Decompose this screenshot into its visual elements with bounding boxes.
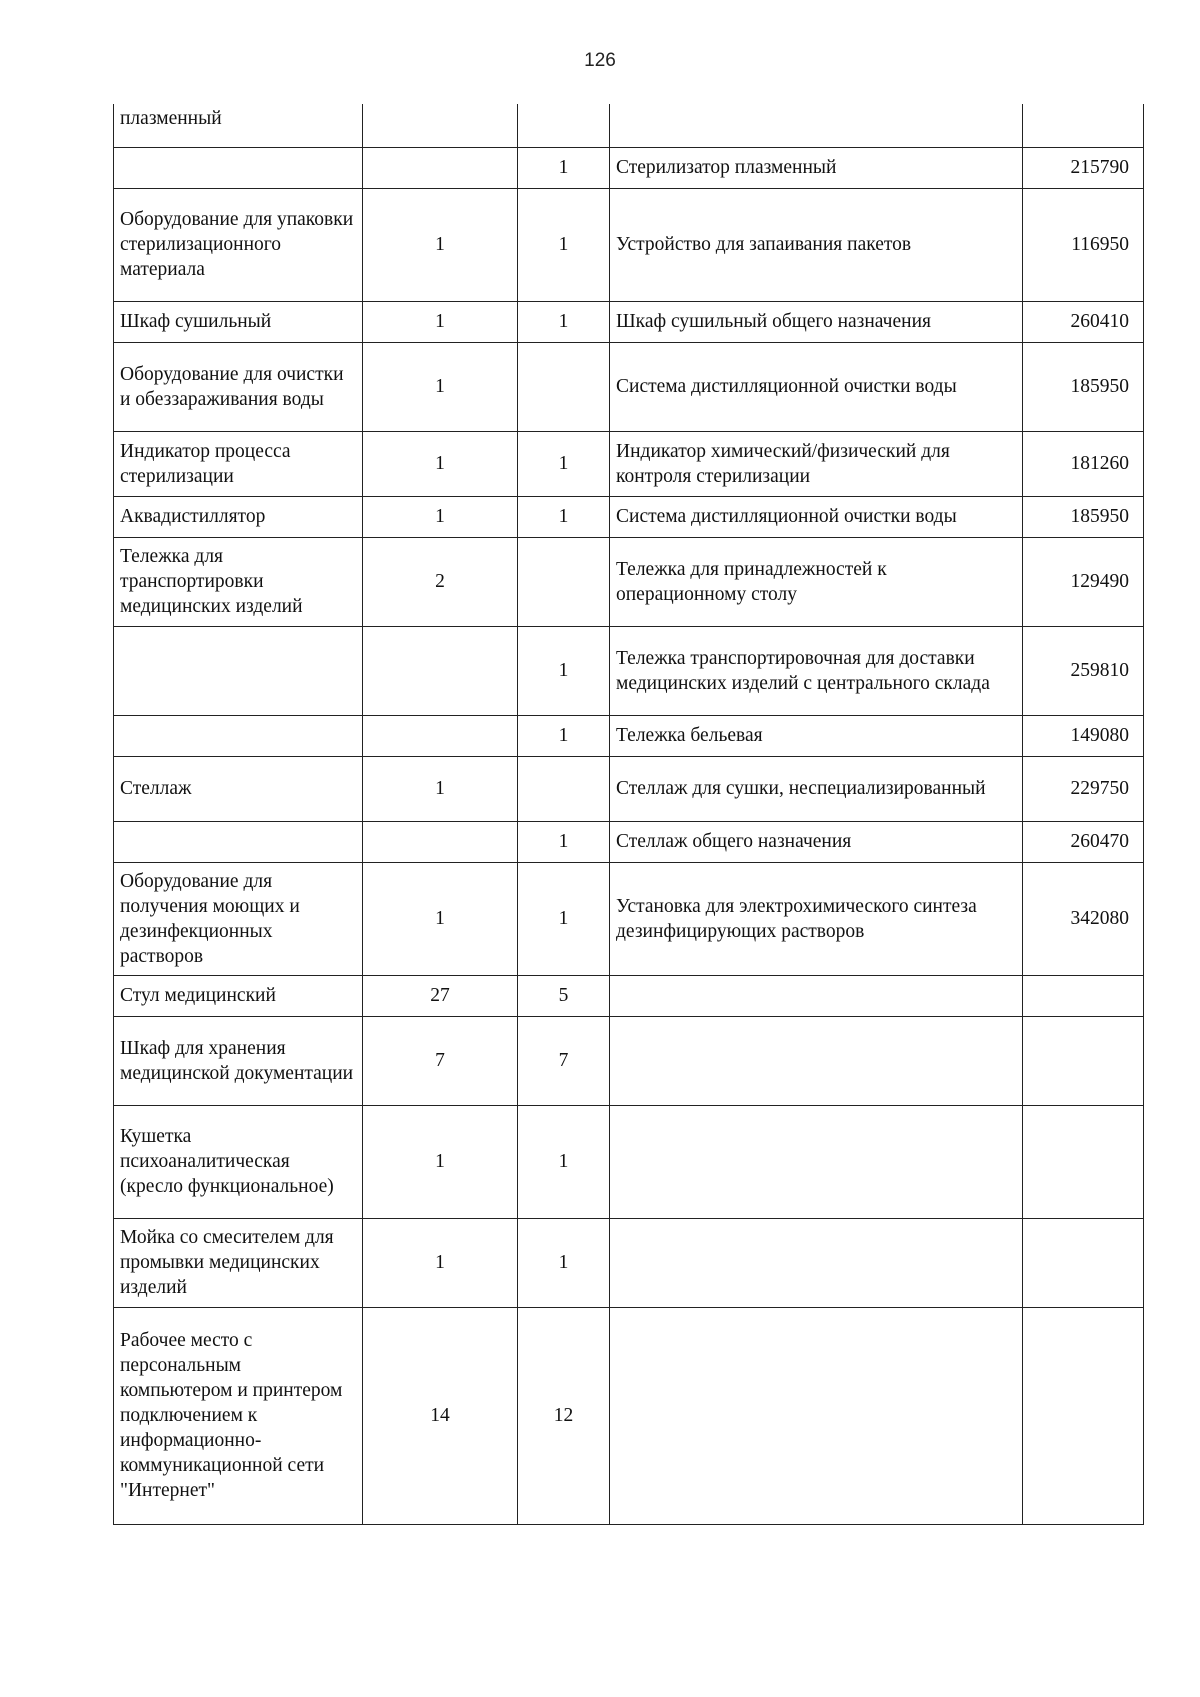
available-quantity-cell: 1 <box>518 1105 610 1218</box>
table-row <box>114 1105 1144 1218</box>
device-type-cell: Стеллаж для сушки, неспециализированный <box>610 756 1023 821</box>
available-quantity-cell: 1 <box>518 1218 610 1307</box>
available-quantity-cell <box>518 342 610 431</box>
device-code-cell: 149080 <box>1023 715 1144 756</box>
required-quantity-cell: 1 <box>363 301 518 342</box>
equipment-name-cell <box>114 821 363 862</box>
table-row <box>114 537 1144 626</box>
table-row <box>114 1016 1144 1105</box>
table-row <box>114 301 1144 342</box>
required-quantity-cell <box>363 104 518 147</box>
equipment-name-cell: Стул медицинский <box>114 975 363 1016</box>
table-row <box>114 756 1144 821</box>
device-code-cell <box>1023 1016 1144 1105</box>
device-code-cell: 181260 <box>1023 431 1144 496</box>
device-type-cell: Тележка бельевая <box>610 715 1023 756</box>
required-quantity-cell: 1 <box>363 756 518 821</box>
device-code-cell: 116950 <box>1023 188 1144 301</box>
equipment-name-cell: Индикатор процесса стерилизации <box>114 431 363 496</box>
equipment-name-cell: Оборудование для получения моющих и дезинфекционных растворов <box>114 862 363 975</box>
device-type-cell: Система дистилляционной очистки воды <box>610 496 1023 537</box>
device-type-cell <box>610 104 1023 147</box>
equipment-name-cell: Кушетка психоаналитическая (кресло функциональное) <box>114 1105 363 1218</box>
table-row <box>114 496 1144 537</box>
available-quantity-cell: 1 <box>518 715 610 756</box>
available-quantity-cell <box>518 537 610 626</box>
equipment-table <box>113 104 1144 1525</box>
equipment-name-cell: Мойка со смесителем для промывки медицинских изделий <box>114 1218 363 1307</box>
device-type-cell: Устройство для запаивания пакетов <box>610 188 1023 301</box>
required-quantity-cell: 1 <box>363 342 518 431</box>
device-type-cell: Тележка для принадлежностей к операционному столу <box>610 537 1023 626</box>
device-code-cell: 185950 <box>1023 342 1144 431</box>
equipment-name-cell: плазменный <box>114 104 363 147</box>
required-quantity-cell: 1 <box>363 1218 518 1307</box>
device-type-cell <box>610 1218 1023 1307</box>
required-quantity-cell: 7 <box>363 1016 518 1105</box>
equipment-name-cell <box>114 626 363 715</box>
device-code-cell <box>1023 104 1144 147</box>
available-quantity-cell: 7 <box>518 1016 610 1105</box>
available-quantity-cell: 1 <box>518 626 610 715</box>
device-code-cell <box>1023 1218 1144 1307</box>
table-row <box>114 188 1144 301</box>
required-quantity-cell: 1 <box>363 496 518 537</box>
required-quantity-cell: 1 <box>363 431 518 496</box>
table-row <box>114 715 1144 756</box>
available-quantity-cell: 1 <box>518 147 610 188</box>
equipment-name-cell: Шкаф сушильный <box>114 301 363 342</box>
available-quantity-cell: 1 <box>518 862 610 975</box>
equipment-name-cell: Рабочее место с персональным компьютером и принтером подключением к информационно-коммуникационной сети "Интернет" <box>114 1307 363 1524</box>
device-type-cell: Установка для электрохимического синтеза дезинфицирующих растворов <box>610 862 1023 975</box>
equipment-name-cell: Тележка для транспортировки медицинских изделий <box>114 537 363 626</box>
available-quantity-cell: 1 <box>518 821 610 862</box>
available-quantity-cell: 5 <box>518 975 610 1016</box>
available-quantity-cell: 1 <box>518 301 610 342</box>
device-type-cell <box>610 1016 1023 1105</box>
table-row <box>114 975 1144 1016</box>
device-type-cell: Стеллаж общего назначения <box>610 821 1023 862</box>
table-row <box>114 431 1144 496</box>
available-quantity-cell: 12 <box>518 1307 610 1524</box>
device-code-cell <box>1023 1307 1144 1524</box>
required-quantity-cell: 1 <box>363 188 518 301</box>
available-quantity-cell <box>518 104 610 147</box>
required-quantity-cell <box>363 626 518 715</box>
device-type-cell: Шкаф сушильный общего назначения <box>610 301 1023 342</box>
device-code-cell: 342080 <box>1023 862 1144 975</box>
equipment-name-cell: Оборудование для упаковки стерилизационного материала <box>114 188 363 301</box>
required-quantity-cell: 27 <box>363 975 518 1016</box>
table-row <box>114 342 1144 431</box>
available-quantity-cell <box>518 756 610 821</box>
table-row <box>114 147 1144 188</box>
device-type-cell: Тележка транспортировочная для доставки медицинских изделий с центрального склада <box>610 626 1023 715</box>
equipment-name-cell <box>114 147 363 188</box>
required-quantity-cell <box>363 821 518 862</box>
device-code-cell: 260470 <box>1023 821 1144 862</box>
equipment-name-cell: Стеллаж <box>114 756 363 821</box>
device-code-cell: 185950 <box>1023 496 1144 537</box>
available-quantity-cell: 1 <box>518 431 610 496</box>
table-row <box>114 862 1144 975</box>
table-row <box>114 1218 1144 1307</box>
device-type-cell: Стерилизатор плазменный <box>610 147 1023 188</box>
table-row <box>114 626 1144 715</box>
table-row <box>114 1307 1144 1524</box>
device-type-cell <box>610 1307 1023 1524</box>
device-code-cell: 259810 <box>1023 626 1144 715</box>
required-quantity-cell <box>363 715 518 756</box>
equipment-name-cell: Шкаф для хранения медицинской документации <box>114 1016 363 1105</box>
required-quantity-cell: 14 <box>363 1307 518 1524</box>
device-type-cell: Индикатор химический/физический для контроля стерилизации <box>610 431 1023 496</box>
device-code-cell: 260410 <box>1023 301 1144 342</box>
equipment-name-cell: Оборудование для очистки и обеззараживания воды <box>114 342 363 431</box>
equipment-name-cell <box>114 715 363 756</box>
device-type-cell <box>610 975 1023 1016</box>
table-row <box>114 104 1144 147</box>
table-row <box>114 821 1144 862</box>
equipment-name-cell: Аквадистиллятор <box>114 496 363 537</box>
device-type-cell: Система дистилляционной очистки воды <box>610 342 1023 431</box>
device-code-cell <box>1023 1105 1144 1218</box>
required-quantity-cell: 2 <box>363 537 518 626</box>
device-code-cell: 229750 <box>1023 756 1144 821</box>
device-code-cell: 215790 <box>1023 147 1144 188</box>
device-type-cell <box>610 1105 1023 1218</box>
required-quantity-cell <box>363 147 518 188</box>
required-quantity-cell: 1 <box>363 1105 518 1218</box>
required-quantity-cell: 1 <box>363 862 518 975</box>
device-code-cell <box>1023 975 1144 1016</box>
available-quantity-cell: 1 <box>518 188 610 301</box>
available-quantity-cell: 1 <box>518 496 610 537</box>
device-code-cell: 129490 <box>1023 537 1144 626</box>
page-number: 126 <box>584 50 616 71</box>
